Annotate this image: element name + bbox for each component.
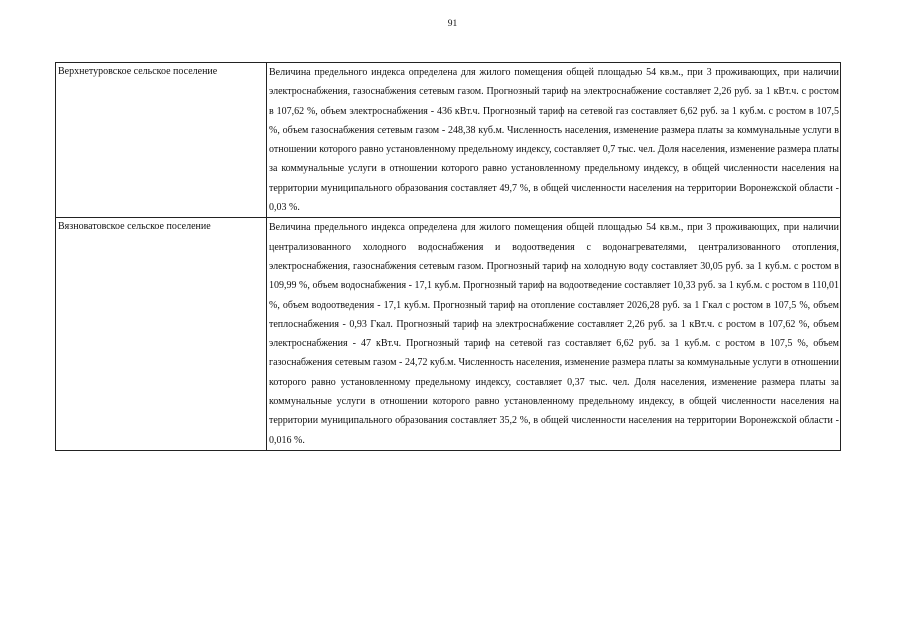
settlement-description: Величина предельного индекса определена для жилого помещения общей площадью 54 кв.м., при 3 проживающих, при наличии централизованного холодного водоснабжения и водоотведения с водонагревателями, централизованного отопления, электроснабжения, газоснабжения сетевым газом. Прогнозный тариф на холодную воду составляет 30,05 руб. за 1 куб.м. с ростом в 109,99 %, объем водоснабжения - 17,1 куб.м. Прогнозный тариф на водоотведение составляет 10,33 руб. за 1 куб.м. с ростом в 110,01 %, объем водоотведения - 17,1 куб.м. Прогнозный тариф на отопление составляет 2026,28 руб. за 1 Гкал с ростом в 107,5 %, объем теплоснабжения - 0,93 Гкал. Прогнозный тариф на электроснабжение составляет 2,26 руб. за 1 кВт.ч. с ростом в 107,62 %, объем электроснабжения - 47 кВт.ч. Прогнозный тариф на сетевой газ составляет 6,62 руб. за 1 куб.м. с ростом в 107,5 %, объем газоснабжения сетевым газом - 24,72 куб.м. Численность населения, изменение размера платы за коммунальные услуги в отношении которого равно установленному предельному индексу, составляет 0,37 тыс. чел. Доля населения, изменение размера платы за коммунальные услуги в отношении которого равно установленному предельному индексу, в общей численности населения на территории муниципального образования составляет 35,2 %, в общей численности населения на территории Воронежской области - 0,016 %. [269,222,839,446]
table-row [56,63,841,218]
settlements-table [55,62,841,451]
table-row [56,218,841,451]
settlement-name: Вязноватовское сельское поселение [58,221,211,233]
description-cell [267,218,841,451]
settlement-description: Величина предельного индекса определена для жилого помещения общей площадью 54 кв.м., при 3 проживающих, при наличии электроснабжения, газоснабжения сетевым газом. Прогнозный тариф на электроснабжение составляет 2,26 руб. за 1 кВт.ч. с ростом в 107,62 %, объем электроснабжения - 436 кВт.ч. Прогнозный тариф на сетевой газ составляет 6,62 руб. за 1 куб.м. с ростом в 107,5 %, объем газоснабжения сетевым газом - 248,38 куб.м. Численность населения, изменение размера платы за коммунальные услуги в отношении которого равно установленному предельному индексу, составляет 0,7 тыс. чел. Доля населения, изменение размера платы за коммунальные услуги в отношении которого равно установленному предельному индексу, в общей численности населения на территории муниципального образования составляет 49,7 %, в общей численности населения на территории Воронежской области - 0,03 %. [269,67,839,214]
settlement-name: Верхнетуровское сельское поселение [58,66,218,77]
description-cell [267,63,841,218]
settlement-name-cell [56,218,267,451]
page-number: 91 [447,19,458,29]
settlement-name-cell [56,63,267,218]
